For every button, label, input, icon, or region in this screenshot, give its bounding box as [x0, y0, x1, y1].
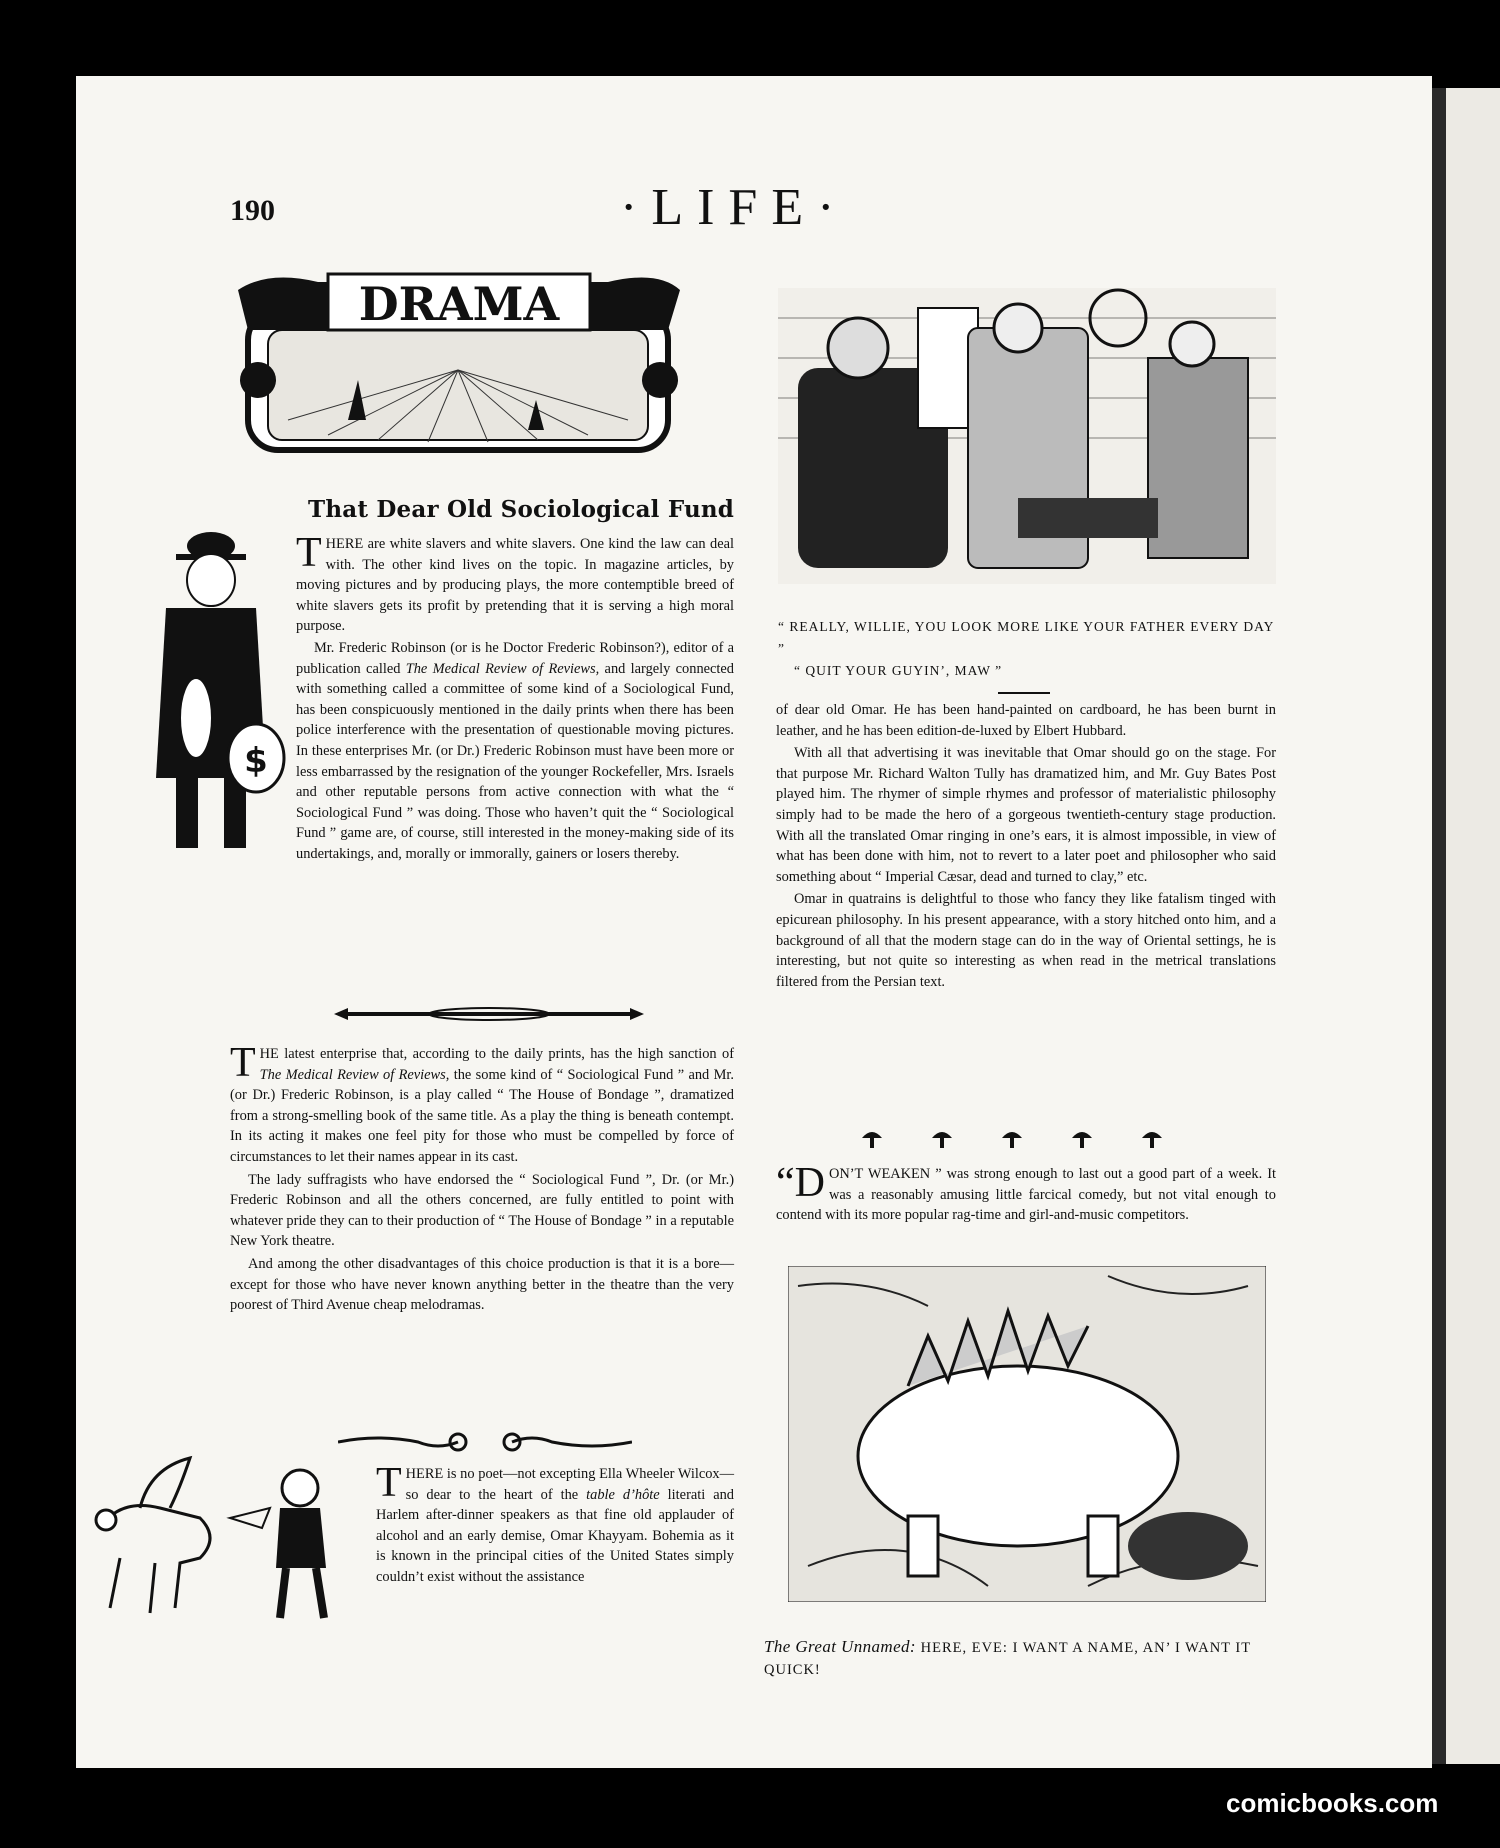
- family-cartoon: [778, 248, 1276, 584]
- article3-body: [376, 1460, 734, 1590]
- mushroom-ornament-divider: [860, 1126, 1180, 1150]
- article1-paragraph-2: Mr. Frederic Robinson (or is he Doctor Frederic Robinson?), editor of a publication called The Medical Review of Reviews, and largely connected with something called a committee of some kind of a Sociological Fund, has been conspicuously mentioned in the daily prints when there has been police interference with the presentation of questionable moving pictures. In these enterprises Mr. (or Dr.) Frederic Robinson must have been more or less embarrassed by the resignation of the younger Rockefeller, Mrs. Israels and other reputable persons from active connection with what the “ Sociological Fund ” was doing. Those who haven’t quit the “ Sociological Fund ” game are, of course, still interested in the money-making side of its undertakings, and, morally or immorally, gainers or losers thereby.: [296, 640, 734, 862]
- drop-cap: “D: [776, 1160, 825, 1206]
- caption-rule: [998, 692, 1050, 694]
- dinosaur-cartoon: [788, 1266, 1266, 1602]
- page-number: 190: [230, 194, 275, 227]
- scroll-divider: [338, 1430, 632, 1452]
- cartoon2-caption: The Great Unnamed: HERE, EVE: I WANT A NAME, AN’ I WANT IT QUICK!: [764, 1637, 1251, 1678]
- pegasus-cartoon: [80, 1448, 370, 1628]
- svg-text:$: $: [244, 741, 268, 781]
- article4-body: [776, 1160, 1276, 1228]
- article3-cont-paragraph-1: of dear old Omar. He has been hand-painted on cardboard, he has been burnt in leather, and he has been edition-de-luxed by Elbert Hubbard.: [776, 702, 1276, 739]
- article3-continued: [776, 700, 1276, 994]
- cartoon1-caption-line1: “ REALLY, WILLIE, YOU LOOK MORE LIKE YOUR FATHER EVERY DAY ”: [778, 619, 1274, 656]
- binding-spine: [1432, 88, 1446, 1764]
- article1-body: [296, 530, 734, 639]
- cartoon1-caption-line2: “ QUIT YOUR GUYIN’, MAW ”: [794, 663, 1003, 678]
- article3-cont-paragraph-3: Omar in quatrains is delightful to those who fancy they like fatalism tinged with epicurean philosophy. In his present appearance, with a story hitched onto him, and a background of all that the modern stage can do in the way of Oriental settings, he is interesting, but not quite so interesting as when read in the metrical translations filtered from the Persian text.: [776, 891, 1276, 990]
- article2-body: [230, 1040, 734, 1318]
- article1-body-wrap: [296, 638, 734, 867]
- article2-paragraph-3: And among the other disadvantages of this choice production is that it is a bore—except for those who have never known anything better in the theatre than the very poorest of Third Avenue cheap melodramas.: [230, 1255, 734, 1314]
- article2-paragraph-2: The lady suffragists who have endorsed the “ Sociological Fund ”, Dr. (or Mr.) Frederic Robinson and all the others concerned, are fully entitled to point with whatever pride they can to their production of “ The House of Bondage ” in a reputable New York theatre.: [230, 1171, 734, 1250]
- article3-paragraph-1: THERE is no poet—not excepting Ella Wheeler Wilcox—so dear to the heart of the table d’hôte literati and Harlem after-dinner speakers as that fine old applauder of alcohol and an early demise, Omar Khayyam. Bohemia as it is known in the principal cities of the United States simply couldn’t exist without the assistance: [376, 1460, 734, 1585]
- villain-cartoon: [136, 528, 286, 868]
- masthead: ·LIFE·: [620, 179, 849, 236]
- drama-banner-title: DRAMA: [358, 277, 560, 331]
- drama-banner-illustration: [228, 270, 690, 466]
- next-page-edge: [1446, 88, 1500, 1764]
- article3-cont-paragraph-2: With all that advertising it was inevitable that Omar should go on the stage. For that purpose Mr. Richard Walton Tully has dramatized him, and Mr. Guy Bates Post played him. The rhymer of simple rhymes and professor of materialistic philosophy simply had to be made the hero of a gorgeous twentieth-century stage production. With all the translated Omar ringing in one’s ears, it is almost impossible, in view of what has been done with him, not to revert to a later poet and philosopher who said something about “ Imperial Cæsar, dead and turned to clay,” etc.: [776, 745, 1276, 885]
- article2-paragraph-1: THE latest enterprise that, according to the daily prints, has the high sanction of The Medical Review of Reviews, the some kind of “ Sociological Fund ” and Mr. (or Dr.) Frederic Robinson, is a play called “ The House of Bondage ”, dramatized from a strong-smelling book of the same title. As a play the thing is beneath contempt. In its acting it makes one feel pity for those who must be compelled by force of circumstances to let their names appear in its cast.: [230, 1040, 734, 1165]
- drop-cap: T: [296, 530, 322, 576]
- article-title: That Dear Old Sociological Fund: [308, 496, 735, 523]
- article4-paragraph-1: “DON’T WEAKEN ” was strong enough to last out a good part of a week. It was a reasonably amusing little farcical comedy, but not vital enough to contend with its more popular rag-time and girl-and-music competitors.: [776, 1160, 1276, 1224]
- drop-cap: T: [230, 1040, 256, 1086]
- watermark: comicbooks.com: [1226, 1788, 1439, 1818]
- drop-cap: T: [376, 1460, 402, 1506]
- article1-paragraph-1: THERE are white slavers and white slavers. One kind the law can deal with. The other kind lives on the topic. In magazine articles, by moving pictures and by producing plays, the more contemptible breed of white slavers gets its profit by pretending that it is serving a high moral purpose.: [296, 530, 734, 635]
- ornament-divider: [334, 1004, 644, 1024]
